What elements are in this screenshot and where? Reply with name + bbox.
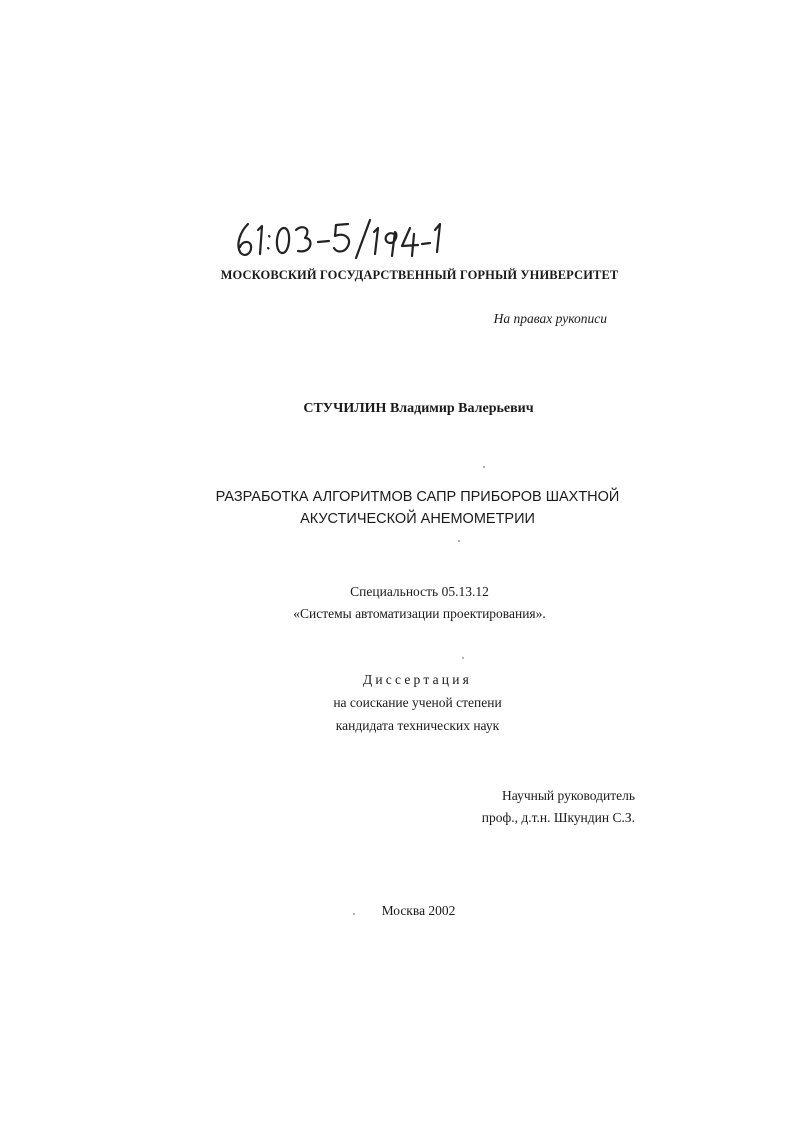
handwritten-archive-number xyxy=(232,214,452,264)
advisor-name: проф., д.т.н. Шкундин С.З. xyxy=(481,810,635,825)
university-name: МОСКОВСКИЙ ГОСУДАРСТВЕННЫЙ ГОРНЫЙ УНИВЕРСИТЕТ xyxy=(220,268,619,282)
dissertation-title-line-1: РАЗРАБОТКА АЛГОРИТМОВ САПР ПРИБОРОВ ШАХТНОЙ xyxy=(215,489,620,505)
scan-speck xyxy=(462,657,464,659)
city-year: Москва 2002 xyxy=(381,903,456,918)
dissertation-title-line-2: АКУСТИЧЕСКОЙ АНЕМОМЕТРИИ xyxy=(300,511,535,527)
specialty-code: Специальность 05.13.12 xyxy=(350,584,489,599)
scan-speck xyxy=(353,913,355,915)
advisor-role: Научный руководитель xyxy=(502,788,635,803)
scan-speck xyxy=(483,466,485,468)
manuscript-rights-note: На правах рукописи xyxy=(493,311,607,326)
specialty-name: «Системы автоматизации проектирования». xyxy=(293,606,546,621)
author-name: СТУЧИЛИН Владимир Валерьевич xyxy=(303,401,534,416)
handwritten-signature-mark xyxy=(232,214,452,264)
degree-purpose: на соискание ученой степени xyxy=(333,695,502,710)
scan-speck xyxy=(458,540,460,542)
degree-type: кандидата технических наук xyxy=(335,718,500,733)
dissertation-label: Диссертация xyxy=(362,672,473,687)
